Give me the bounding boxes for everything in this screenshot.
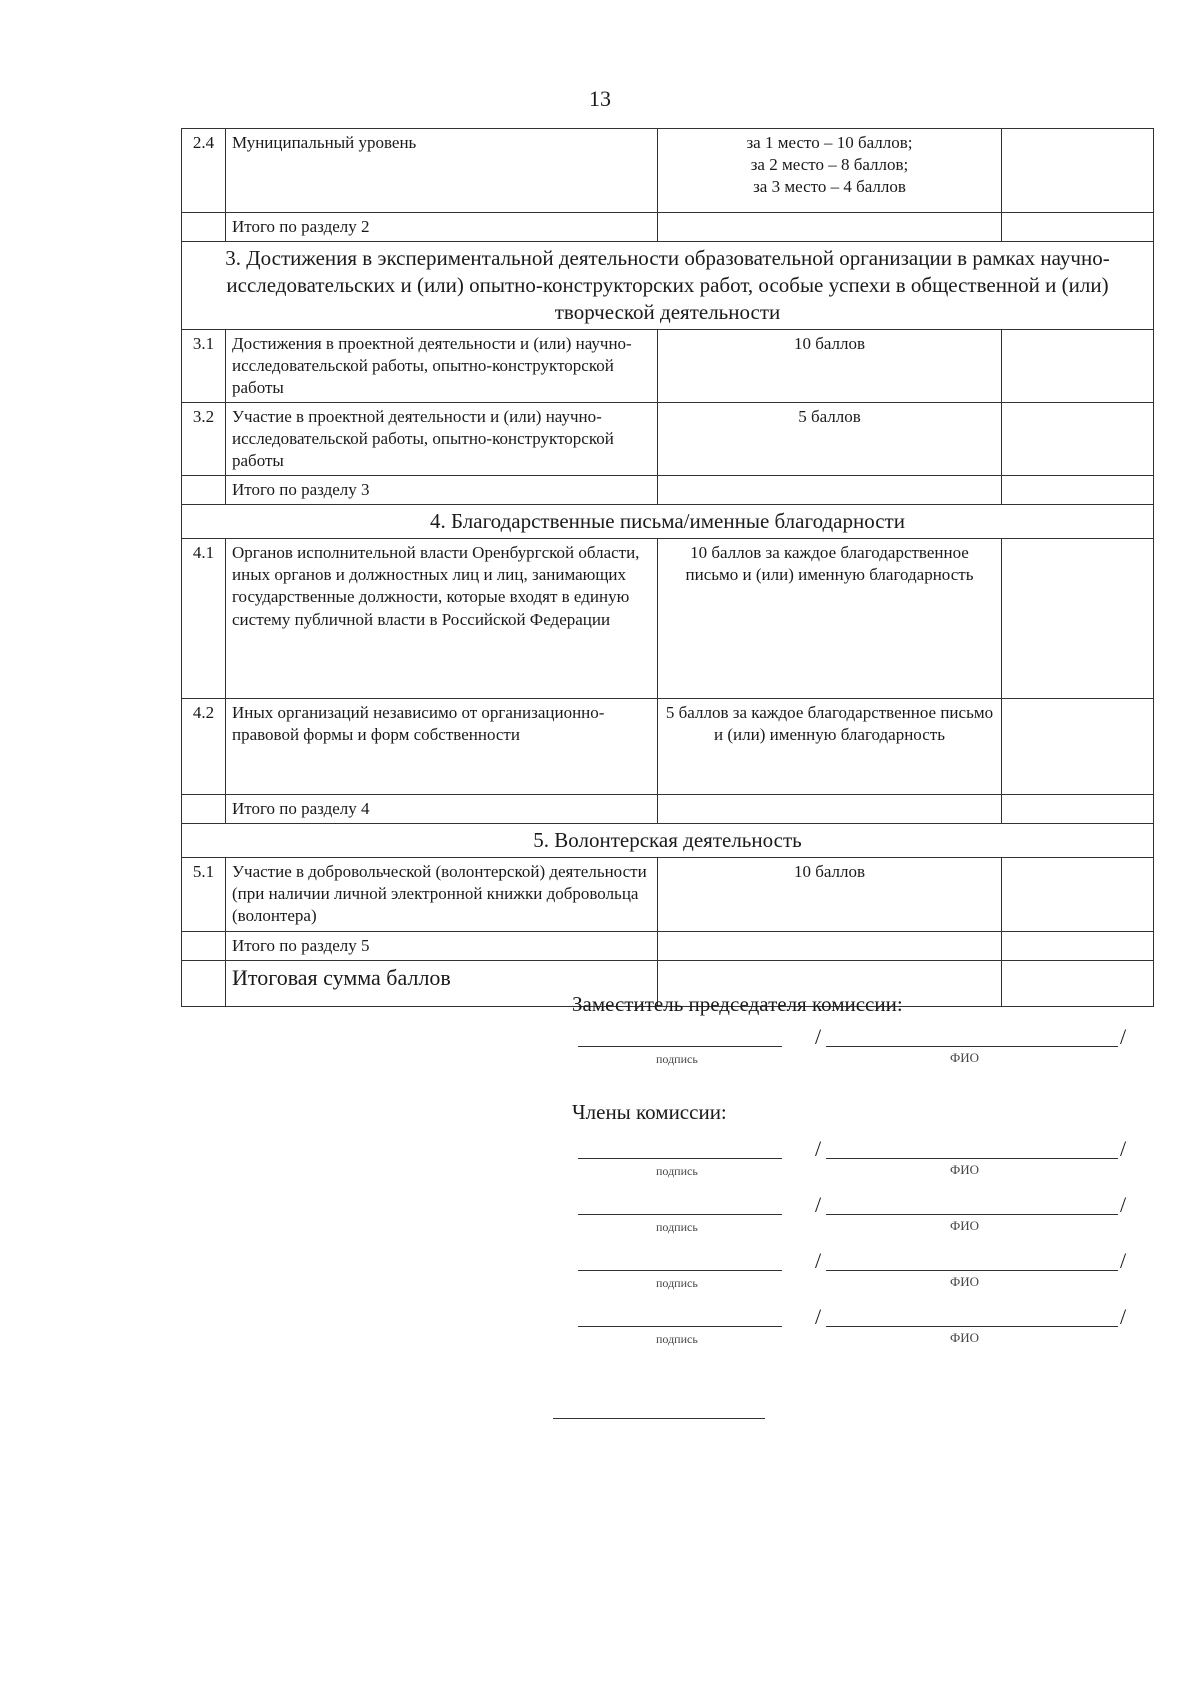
criterion-cell: Муниципальный уровень (226, 129, 658, 213)
name-line (826, 1214, 1118, 1215)
row-number: 3.2 (182, 403, 226, 476)
signature-caption: подпись (656, 1332, 698, 1346)
points-line: за 1 место – 10 баллов; (746, 133, 913, 152)
subtotal-row-4 (182, 795, 1154, 824)
fio-caption: ФИО (950, 1218, 980, 1233)
score-cell (1002, 795, 1154, 824)
name-line (826, 1158, 1118, 1159)
table-row-5-1 (182, 858, 1154, 931)
slash: / (815, 1136, 822, 1161)
section-title: 3. Достижения в экспериментальной деятельности образовательной организации в рамках научно-исследовательских и (или) опытно-конструкторских работ, особые успехи в общественной и (или) творческой деятельности (182, 242, 1154, 330)
grand-total-label: Итоговая сумма баллов (226, 960, 658, 1006)
name-line (826, 1270, 1118, 1271)
slash: / (1120, 1304, 1127, 1329)
slash: / (815, 1192, 822, 1217)
subtotal-row-5 (182, 931, 1154, 960)
row-number: 2.4 (182, 129, 226, 213)
name-line (826, 1326, 1118, 1327)
fio-caption: ФИО (950, 1274, 980, 1289)
criterion-cell: Участие в проектной деятельности и (или) научно-исследовательской работы, опытно-конструкторской работы (226, 403, 658, 476)
row-number: 3.1 (182, 329, 226, 402)
points-cell: 10 баллов за каждое благодарственное письмо и (или) именную благодарность (658, 539, 1002, 699)
section-header-4 (182, 505, 1154, 539)
score-cell (1002, 329, 1154, 402)
section-title: 5. Волонтерская деятельность (182, 824, 1154, 858)
score-cell (1002, 129, 1154, 213)
signature-line (578, 1046, 782, 1047)
points-cell: 5 баллов за каждое благодарственное письмо и (или) именную благодарность (658, 699, 1002, 795)
criterion-cell: Иных организаций независимо от организационно-правовой формы и форм собственности (226, 699, 658, 795)
signature-row-member (578, 1192, 1138, 1240)
signature-caption: подпись (656, 1164, 698, 1178)
fio-caption: ФИО (950, 1050, 980, 1065)
row-number (182, 931, 226, 960)
points-cell: 10 баллов (658, 329, 1002, 402)
fio-caption: ФИО (950, 1162, 980, 1177)
points-cell (658, 213, 1002, 242)
points-line: за 3 место – 4 баллов (753, 177, 906, 197)
page-number: 13 (589, 86, 611, 111)
slash: / (1120, 1248, 1127, 1273)
table-row-3-1 (182, 329, 1154, 402)
slash: / (815, 1024, 822, 1049)
signature-row-member (578, 1248, 1138, 1296)
points-cell (658, 795, 1002, 824)
criterion-cell: Участие в добровольческой (волонтерской) деятельности (при наличии личной электронной книжки добровольца (волонтера) (226, 858, 658, 931)
section-title: 4. Благодарственные письма/именные благодарности (182, 505, 1154, 539)
slash: / (1120, 1024, 1127, 1049)
criterion-cell: Достижения в проектной деятельности и (или) научно-исследовательской работы, опытно-конструкторской работы (226, 329, 658, 402)
row-number: 4.1 (182, 539, 226, 699)
points-cell: 10 баллов (658, 858, 1002, 931)
points-cell: 5 баллов (658, 403, 1002, 476)
subtotal-label: Итого по разделу 2 (226, 213, 658, 242)
signature-caption: подпись (656, 1052, 698, 1066)
points-cell (658, 129, 1002, 213)
subtotal-label: Итого по разделу 3 (226, 476, 658, 505)
fio-caption: ФИО (950, 1330, 980, 1345)
subtotal-row-2 (182, 213, 1154, 242)
table-row-2-4 (182, 129, 1154, 213)
row-number: 5.1 (182, 858, 226, 931)
signature-line (578, 1214, 782, 1215)
signature-line (578, 1270, 782, 1271)
score-cell (1002, 476, 1154, 505)
points-cell (658, 931, 1002, 960)
name-line (826, 1046, 1118, 1047)
signature-line (578, 1158, 782, 1159)
score-cell (1002, 699, 1154, 795)
row-number (182, 795, 226, 824)
slash: / (1120, 1136, 1127, 1161)
criterion-cell: Органов исполнительной власти Оренбургской области, иных органов и должностных лиц и лиц, занимающих государственные должности, которые входят в единую систему публичной власти в Российской Федерации (226, 539, 658, 699)
table-row-4-1 (182, 539, 1154, 699)
score-cell (1002, 931, 1154, 960)
points-cell (658, 476, 1002, 505)
score-cell (1002, 858, 1154, 931)
row-number (182, 960, 226, 1006)
signature-line (578, 1326, 782, 1327)
deputy-chair-heading: Заместитель председателя комиссии: (572, 992, 903, 1016)
section-header-5 (182, 824, 1154, 858)
row-number (182, 476, 226, 505)
score-cell (1002, 213, 1154, 242)
closing-rule (553, 1418, 765, 1419)
score-cell (1002, 960, 1154, 1006)
table-row-4-2 (182, 699, 1154, 795)
subtotal-label: Итого по разделу 4 (226, 795, 658, 824)
signature-row-member (578, 1136, 1138, 1184)
points-line: за 2 место – 8 баллов; (750, 155, 909, 175)
score-cell (1002, 403, 1154, 476)
section-header-3 (182, 242, 1154, 330)
row-number (182, 213, 226, 242)
subtotal-row-3 (182, 476, 1154, 505)
signature-caption: подпись (656, 1220, 698, 1234)
table-row-3-2 (182, 403, 1154, 476)
signature-row-member (578, 1304, 1138, 1352)
members-heading: Члены комиссии: (572, 1100, 727, 1124)
row-number: 4.2 (182, 699, 226, 795)
score-cell (1002, 539, 1154, 699)
slash: / (815, 1304, 822, 1329)
criteria-table (181, 128, 1154, 1007)
subtotal-label: Итого по разделу 5 (226, 931, 658, 960)
slash: / (1120, 1192, 1127, 1217)
slash: / (815, 1248, 822, 1273)
signature-row-deputy (578, 1024, 1138, 1072)
signature-caption: подпись (656, 1276, 698, 1290)
